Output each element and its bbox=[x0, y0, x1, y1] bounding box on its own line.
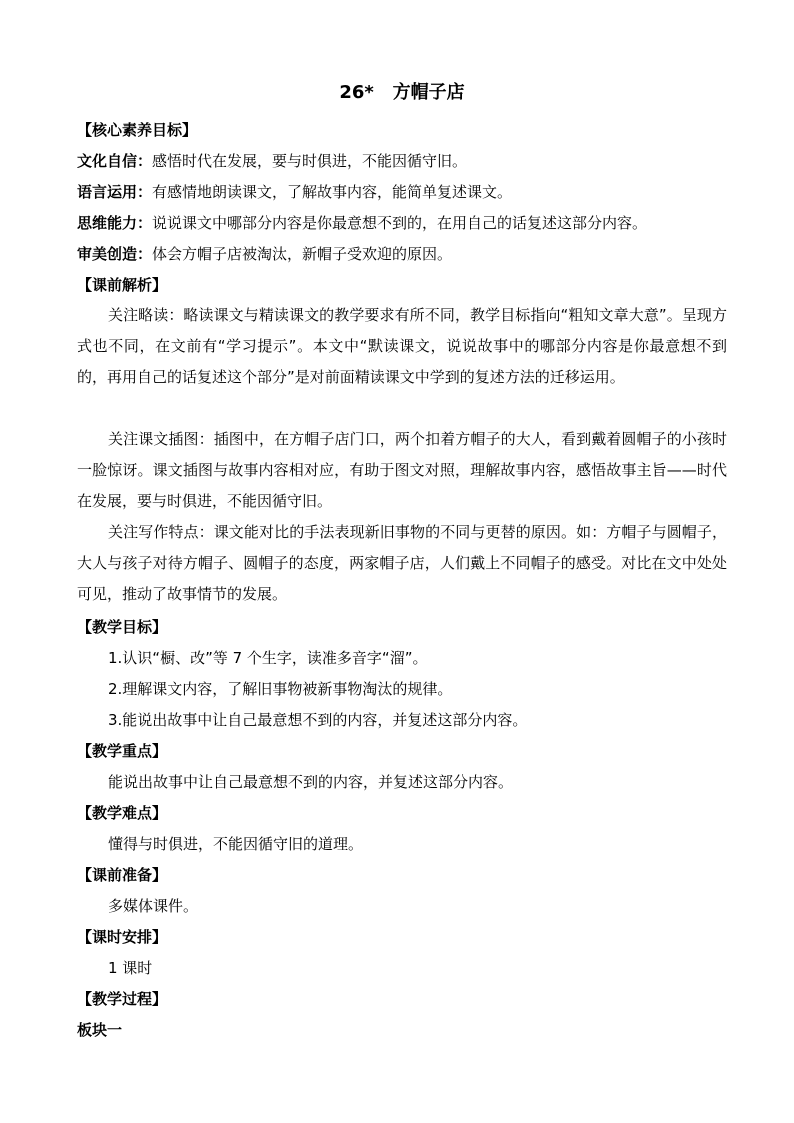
difficult-points-text: 懂得与时俱进，不能因循守旧的道理。 bbox=[108, 835, 364, 853]
core-goal-label: 语言运用： bbox=[77, 183, 153, 201]
core-goal-text: 说说课文中哪部分内容是你最意想不到的，在用自己的话复述这部分内容。 bbox=[152, 214, 648, 232]
core-goal-label: 审美创造： bbox=[77, 245, 153, 263]
core-goal-text: 体会方帽子店被淘汰，新帽子受欢迎的原因。 bbox=[152, 245, 453, 263]
core-goal-item bbox=[77, 243, 452, 265]
core-goal-text: 有感情地朗读课文，了解故事内容，能简单复述课文。 bbox=[152, 183, 513, 201]
difficult-points-heading: 【教学难点】 bbox=[77, 804, 168, 822]
core-goal-label: 思维能力： bbox=[77, 214, 153, 232]
document-title: 26* 方帽子店 bbox=[339, 82, 465, 103]
core-goal-text: 感悟时代在发展，要与时俱进，不能因循守旧。 bbox=[152, 152, 468, 170]
process-block-label: 板块一 bbox=[77, 1021, 123, 1039]
teaching-goal-item: 3.能说出故事中让自己最意想不到的内容，并复述这部分内容。 bbox=[108, 711, 528, 729]
preparation-heading: 【课前准备】 bbox=[77, 866, 168, 884]
core-goal-label: 文化自信： bbox=[77, 152, 153, 170]
core-goals-heading: 【核心素养目标】 bbox=[77, 121, 198, 139]
process-heading: 【教学过程】 bbox=[77, 990, 168, 1008]
key-points-heading: 【教学重点】 bbox=[77, 742, 168, 760]
schedule-text: 1 课时 bbox=[108, 959, 153, 977]
pre-analysis-heading: 【课前解析】 bbox=[77, 276, 168, 294]
preparation-text: 多媒体课件。 bbox=[108, 897, 199, 915]
pre-analysis-paragraph: 关注略读：略读课文与精读课文的教学要求有所不同，教学目标指向“粗知文章大意”。呈现方式也不同，在文前有“学习提示”。本文中“默读课文，说说故事中的哪部分内容是你最意想不到的，再用自己的话复述这个部分”是对前面精读课文中学到的复述方法的迁移运用。 bbox=[77, 306, 727, 386]
teaching-goal-item: 1.认识“橱、改”等 7 个生字，读准多音字“溜”。 bbox=[108, 649, 428, 667]
core-goal-item bbox=[77, 212, 647, 234]
schedule-heading: 【课时安排】 bbox=[77, 928, 168, 946]
key-points-text: 能说出故事中让自己最意想不到的内容，并复述这部分内容。 bbox=[108, 773, 514, 791]
core-goal-item bbox=[77, 181, 512, 203]
pre-analysis-paragraph: 关注写作特点：课文能对比的手法表现新旧事物的不同与更替的原因。如：方帽子与圆帽子，大人与孩子对待方帽子、圆帽子的态度，两家帽子店，人们戴上不同帽子的感受。对比在文中处处可见，推动了故事情节的发展。 bbox=[77, 523, 727, 603]
pre-analysis-paragraph: 关注课文插图：插图中，在方帽子店门口，两个扣着方帽子的大人，看到戴着圆帽子的小孩时一脸惊讶。课文插图与故事内容相对应，有助于图文对照，理解故事内容，感悟故事主旨——时代在发展，要与时俱进，不能因循守旧。 bbox=[77, 430, 727, 510]
teaching-goal-item: 2.理解课文内容，了解旧事物被新事物淘汰的规律。 bbox=[108, 680, 453, 698]
core-goal-item bbox=[77, 150, 467, 172]
teaching-goals-heading: 【教学目标】 bbox=[77, 618, 168, 636]
